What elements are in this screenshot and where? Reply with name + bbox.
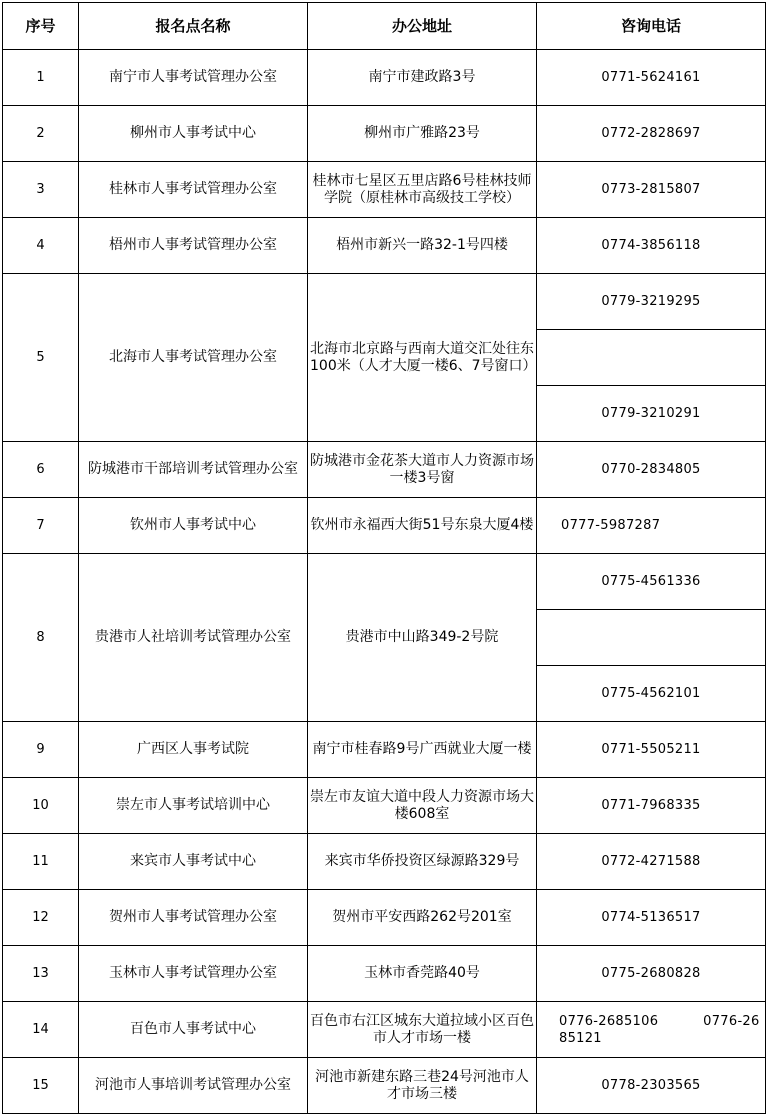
cell-name: 来宾市人事考试中心 bbox=[79, 834, 308, 890]
cell-name: 河池市人事培训考试管理办公室 bbox=[79, 1058, 308, 1114]
cell-name: 梧州市人事考试管理办公室 bbox=[79, 218, 308, 274]
header-row bbox=[3, 3, 766, 50]
cell-name: 钦州市人事考试中心 bbox=[79, 498, 308, 554]
cell-address: 钦州市永福西大街51号东泉大厦4楼 bbox=[308, 498, 537, 554]
table-row bbox=[3, 1058, 766, 1114]
cell-phone: 0770-2834805 bbox=[537, 442, 766, 498]
cell-phone: 0771-5505211 bbox=[537, 722, 766, 778]
cell-address: 来宾市华侨投资区绿源路329号 bbox=[308, 834, 537, 890]
cell-no: 10 bbox=[3, 778, 79, 834]
cell-phone bbox=[537, 1002, 766, 1058]
cell-name: 百色市人事考试中心 bbox=[79, 1002, 308, 1058]
cell-phone: 0775-4561336 bbox=[537, 554, 766, 610]
cell-no: 14 bbox=[3, 1002, 79, 1058]
header-address: 办公地址 bbox=[308, 3, 537, 50]
cell-name: 玉林市人事考试管理办公室 bbox=[79, 946, 308, 1002]
table-row bbox=[3, 554, 766, 610]
cell-address: 南宁市桂春路9号广西就业大厦一楼 bbox=[308, 722, 537, 778]
cell-phone: 0775-2680828 bbox=[537, 946, 766, 1002]
cell-no: 11 bbox=[3, 834, 79, 890]
table-row bbox=[3, 106, 766, 162]
cell-address: 梧州市新兴一路32-1号四楼 bbox=[308, 218, 537, 274]
table-row bbox=[3, 1002, 766, 1058]
cell-address: 崇左市友谊大道中段人力资源市场大楼608室 bbox=[308, 778, 537, 834]
cell-name: 贵港市人社培训考试管理办公室 bbox=[79, 554, 308, 722]
cell-phone: 0771-5624161 bbox=[537, 50, 766, 106]
header-phone: 咨询电话 bbox=[537, 3, 766, 50]
cell-address: 柳州市广雅路23号 bbox=[308, 106, 537, 162]
cell-phone: 0774-3856118 bbox=[537, 218, 766, 274]
cell-no: 2 bbox=[3, 106, 79, 162]
cell-phone: 0779-3210291 bbox=[537, 386, 766, 442]
cell-address: 贵港市中山路349-2号院 bbox=[308, 554, 537, 722]
cell-address: 桂林市七星区五里店路6号桂林技师学院（原桂林市高级技工学校） bbox=[308, 162, 537, 218]
cell-address: 贺州市平安西路262号201室 bbox=[308, 890, 537, 946]
cell-phone: 0774-5136517 bbox=[537, 890, 766, 946]
cell-no: 13 bbox=[3, 946, 79, 1002]
cell-name: 广西区人事考试院 bbox=[79, 722, 308, 778]
cell-no: 1 bbox=[3, 50, 79, 106]
cell-phone: 0775-4562101 bbox=[537, 666, 766, 722]
cell-name: 防城港市干部培训考试管理办公室 bbox=[79, 442, 308, 498]
cell-name: 崇左市人事考试培训中心 bbox=[79, 778, 308, 834]
header-name: 报名点名称 bbox=[79, 3, 308, 50]
cell-address: 百色市右江区城东大道拉域小区百色市人才市场一楼 bbox=[308, 1002, 537, 1058]
table-row bbox=[3, 890, 766, 946]
cell-address: 玉林市香莞路40号 bbox=[308, 946, 537, 1002]
cell-name: 柳州市人事考试中心 bbox=[79, 106, 308, 162]
cell-phone: 0772-2828697 bbox=[537, 106, 766, 162]
contact-table bbox=[2, 2, 766, 1114]
cell-phone: 0773-2815807 bbox=[537, 162, 766, 218]
cell-phone: 0771-7968335 bbox=[537, 778, 766, 834]
table-row bbox=[3, 218, 766, 274]
table-row bbox=[3, 834, 766, 890]
cell-name: 桂林市人事考试管理办公室 bbox=[79, 162, 308, 218]
table-row bbox=[3, 50, 766, 106]
cell-no: 7 bbox=[3, 498, 79, 554]
cell-phone: 0779-3219295 bbox=[537, 274, 766, 330]
cell-name: 贺州市人事考试管理办公室 bbox=[79, 890, 308, 946]
cell-address: 北海市北京路与西南大道交汇处往东100米（人才大厦一楼6、7号窗口） bbox=[308, 274, 537, 442]
table-row bbox=[3, 778, 766, 834]
header-no: 序号 bbox=[3, 3, 79, 50]
table-row bbox=[3, 162, 766, 218]
cell-phone: 0777-5987287 bbox=[537, 498, 766, 554]
table-row bbox=[3, 722, 766, 778]
cell-no: 12 bbox=[3, 890, 79, 946]
table-row bbox=[3, 946, 766, 1002]
cell-address: 防城港市金花茶大道市人力资源市场一楼3号窗 bbox=[308, 442, 537, 498]
table-row bbox=[3, 442, 766, 498]
cell-phone bbox=[537, 330, 766, 386]
cell-phone bbox=[537, 610, 766, 666]
cell-no: 8 bbox=[3, 554, 79, 722]
cell-no: 4 bbox=[3, 218, 79, 274]
table-row bbox=[3, 274, 766, 330]
table-row bbox=[3, 498, 766, 554]
cell-address: 南宁市建政路3号 bbox=[308, 50, 537, 106]
cell-address: 河池市新建东路三巷24号河池市人才市场三楼 bbox=[308, 1058, 537, 1114]
cell-name: 南宁市人事考试管理办公室 bbox=[79, 50, 308, 106]
cell-no: 3 bbox=[3, 162, 79, 218]
cell-no: 5 bbox=[3, 274, 79, 442]
cell-no: 6 bbox=[3, 442, 79, 498]
cell-phone: 0772-4271588 bbox=[537, 834, 766, 890]
cell-no: 15 bbox=[3, 1058, 79, 1114]
phone-second: 0776-2685121 bbox=[559, 1013, 760, 1046]
phone-first: 0776-2685106 bbox=[559, 1013, 659, 1029]
cell-no: 9 bbox=[3, 722, 79, 778]
cell-name: 北海市人事考试管理办公室 bbox=[79, 274, 308, 442]
cell-phone: 0778-2303565 bbox=[537, 1058, 766, 1114]
